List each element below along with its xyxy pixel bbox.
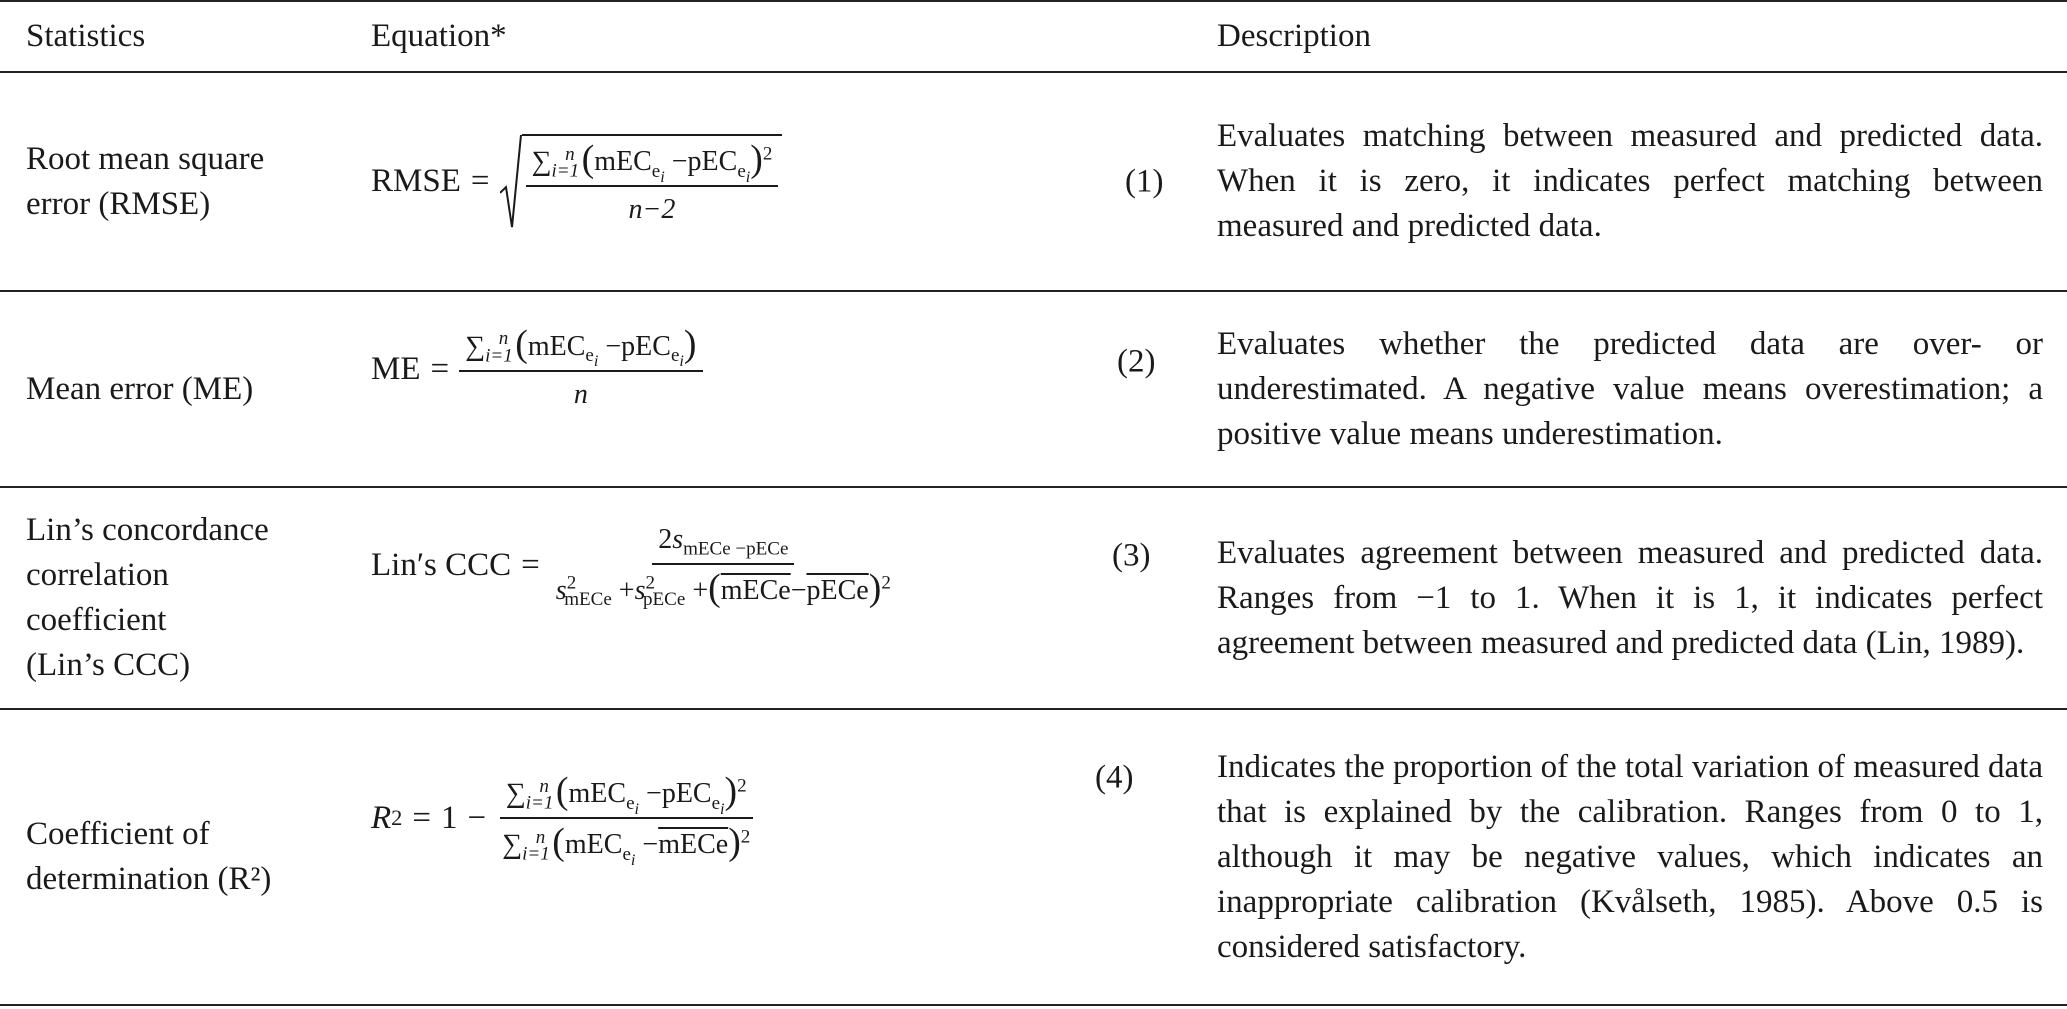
statistic-line: coefficient xyxy=(26,602,167,638)
equation-cell xyxy=(345,709,1215,1005)
statistic-line: Lin’s concordance xyxy=(26,512,269,548)
header-description: Description xyxy=(1217,18,1371,54)
equation-cell xyxy=(345,291,1215,487)
fraction: $\frac{2s_{mECe -pECe}}{s^2_{mECe} +s^2_{pECe} +(mECe-pECe)^2}$ xyxy=(550,521,897,610)
square-root xyxy=(500,134,783,229)
equation-number: (2) xyxy=(1117,343,1156,380)
description: Evaluates agreement between measured and predicted data. Ranges from −1 to 1. When it is 1, it indicates perfect agreement between measured and predicted data (Lin, 1989). xyxy=(1217,534,2043,661)
statistic-line: (Lin’s CCC) xyxy=(26,647,191,683)
header-row xyxy=(0,1,2067,72)
table-header xyxy=(0,1,2067,72)
table-row-rmse xyxy=(0,72,2067,291)
me-equation xyxy=(371,322,703,414)
rmse-equation xyxy=(371,134,782,229)
eq-sign: = xyxy=(430,350,450,387)
table-row-me xyxy=(0,291,2067,487)
equation-number: (3) xyxy=(1112,537,1151,574)
description: Evaluates matching between measured and predicted data. When it is zero, it indicates perfect matching between measured and predicted data. xyxy=(1217,118,2043,244)
eq-sign: = xyxy=(470,163,490,199)
eq-lhs: R xyxy=(371,799,392,836)
eq-lhs: RMSE xyxy=(371,163,461,199)
lins-ccc-equation xyxy=(371,521,897,610)
fraction: $\frac{\sum_{i=1}^n (mEC_{e_i} -pEC_{e_i})^2}{\sum_{i=1}^n (mEC_{e_i} -mECe)^2}$ xyxy=(496,772,756,864)
eq-lhs: ME xyxy=(371,350,421,387)
equation-cell xyxy=(345,72,1215,291)
equation-number: (4) xyxy=(1095,759,1134,796)
statistic-line: determination (R²) xyxy=(26,861,272,897)
eq-sign: = xyxy=(521,546,540,583)
statistic-name xyxy=(0,291,345,487)
header-equation: Equation* xyxy=(371,18,507,54)
fraction: $\sum_{i=1}^n$ $(mEC_{e_i} -pEC_{e_i})^2$ n−2 xyxy=(526,140,779,229)
table-row-lins-ccc xyxy=(0,487,2067,709)
statistic-name xyxy=(0,72,345,291)
equation-cell xyxy=(345,487,1215,709)
equation-number: (1) xyxy=(1125,163,1164,199)
r-squared-equation: R 2 = 1 − $\frac{\sum_{i=1}^n (mEC_{e_i} -pEC_{e_i})^2}{\sum_{i=1}^n (mEC_{e_i} -mECe)^2}$ xyxy=(371,772,756,864)
description: Evaluates whether the predicted data are over- or underestimated. A negative value means overestimation; a positive value means underestimation. xyxy=(1217,325,2043,452)
eq-sign: = xyxy=(412,799,432,836)
statistic-line: Coefficient of xyxy=(26,816,210,852)
statistic-line: Mean error (ME) xyxy=(26,370,254,407)
statistic-name xyxy=(0,487,345,709)
eq-lhs: Lin′s CCC xyxy=(371,546,512,583)
statistic-line: error (RMSE) xyxy=(26,185,211,222)
header-statistics: Statistics xyxy=(26,18,146,54)
fraction: $\frac{\sum_{i=1}^n (mEC_{e_i} -pEC_{e_i})}{n}$ xyxy=(459,325,702,414)
statistic-line: Root mean square xyxy=(26,140,265,177)
radical-sign xyxy=(500,134,522,229)
table-row-r-squared xyxy=(0,709,2067,1005)
statistic-line: correlation xyxy=(26,557,169,593)
description: Indicates the proportion of the total variation of measured data that is explained by the calibration. Ranges from 0 to 1, although it may be negative values, which indicates an inappropriate calibration (Kvålseth, 1985). Above 0.5 is considered satisfactory. xyxy=(1217,748,2043,965)
statistic-name xyxy=(0,709,345,1005)
